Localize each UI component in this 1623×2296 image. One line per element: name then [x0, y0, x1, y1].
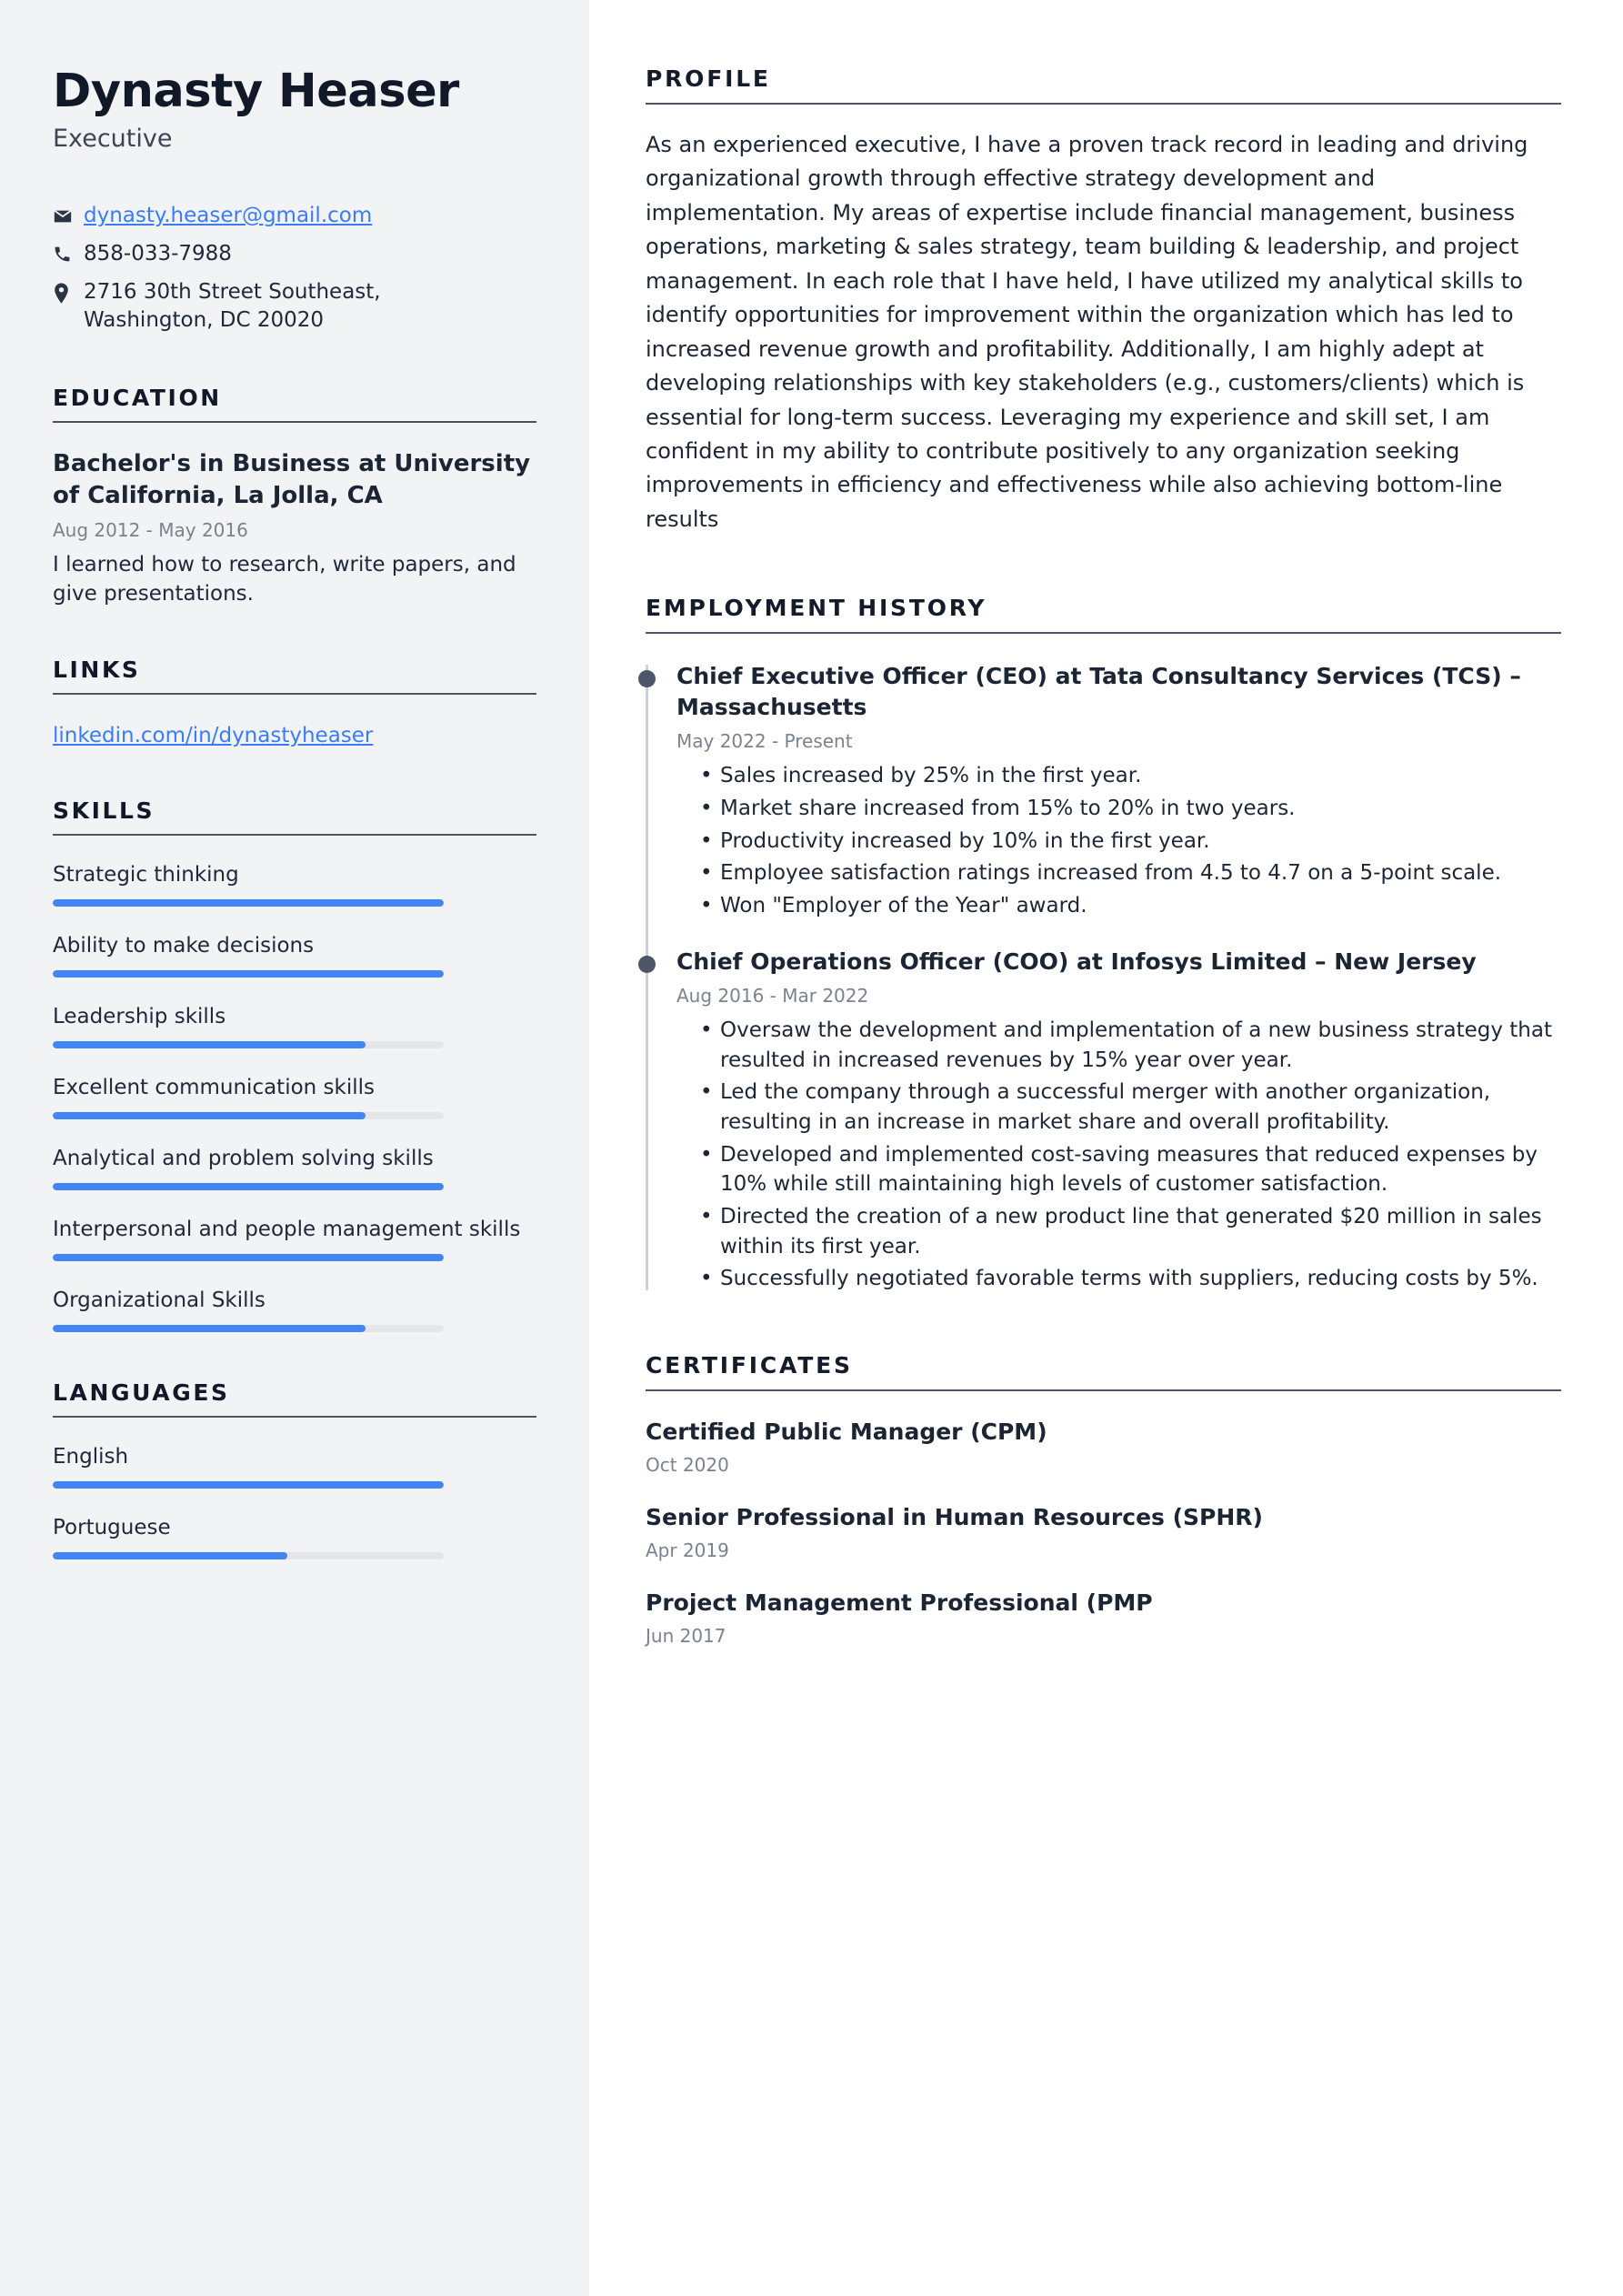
timeline-dot-icon — [638, 670, 656, 687]
bullet-item: • Directed the creation of a new product line that generated $20 million in sales within its first year. — [720, 1202, 1561, 1261]
sidebar — [0, 0, 589, 2296]
linkedin-link[interactable]: linkedin.com/in/dynastyheaser — [53, 723, 374, 747]
skill-label: Leadership skills — [53, 1004, 226, 1028]
profile-text: As an experienced executive, I have a proven track record in leading and driving organizational growth through effective strategy development and implementation. My areas of expertise include financial management, business operations, marketing & sales strategy, team building & leadership, and project management. In each role that I have held, I have utilized my analytical skills to identify opportunities for improvement within the organization which has led to increased revenue growth and profitability. Additionally, I am highly adept at developing relationships with key stakeholders (e.g., customers/clients) which is essential for long-term success. Leveraging my experience and skill set, I am confident in my ability to contribute positively to any organization seeking improvements in efficiency and effectiveness while also achieving bottom-line results — [646, 132, 1528, 532]
skill-label: Organizational Skills — [53, 1288, 265, 1312]
section-divider — [53, 693, 536, 695]
language-item — [53, 1443, 536, 1489]
email-link[interactable]: dynasty.heaser@gmail.com — [84, 204, 373, 228]
employment-item-title: Chief Executive Officer (CEO) at Tata Consultancy Services (TCS) – Massachusetts — [676, 663, 1521, 720]
language-level-fill — [53, 1481, 444, 1489]
certificate-date: Apr 2019 — [646, 1539, 729, 1561]
skill-level-fill — [53, 1112, 366, 1119]
skill-label: Interpersonal and people management skills — [53, 1217, 521, 1241]
employment-item-date: May 2022 - Present — [676, 730, 853, 753]
skill-level-track — [53, 1041, 444, 1048]
language-level-track — [53, 1552, 444, 1559]
skill-level-track — [53, 1325, 444, 1332]
skill-level-track — [53, 1112, 444, 1119]
skill-item — [53, 1145, 536, 1190]
profile-section — [646, 65, 1561, 536]
bullet-item: • Sales increased by 25% in the first year. — [720, 761, 1561, 791]
certificates-heading: CERTIFICATES — [646, 1351, 853, 1379]
skill-item — [53, 1003, 536, 1048]
bullet-item: • Employee satisfaction ratings increased from 4.5 to 4.7 on a 5-point scale. — [720, 858, 1561, 888]
bullet-item: • Successfully negotiated favorable terms with suppliers, reducing costs by 5%. — [720, 1264, 1561, 1294]
education-item-date: Aug 2012 - May 2016 — [53, 519, 248, 542]
skill-level-fill — [53, 1183, 444, 1190]
skill-label: Analytical and problem solving skills — [53, 1146, 434, 1170]
bullet-item: • Productivity increased by 10% in the first year. — [720, 827, 1561, 857]
address — [84, 278, 381, 335]
languages-heading: LANGUAGES — [53, 1379, 230, 1406]
phone-icon — [53, 240, 84, 264]
skill-label: Ability to make decisions — [53, 933, 315, 958]
links-section — [53, 657, 536, 750]
skill-level-track — [53, 899, 444, 907]
skill-item — [53, 1216, 536, 1261]
certificates-section — [646, 1352, 1561, 1648]
certificate-item — [646, 1417, 1561, 1477]
language-item — [53, 1514, 536, 1559]
employment-item-date: Aug 2016 - Mar 2022 — [676, 985, 869, 1008]
education-item-title: Bachelor's in Business at University of California, La Jolla, CA — [53, 450, 531, 509]
bullet-item: • Led the company through a successful merger with another organization, resulting in an increase in market share and overall profitability. — [720, 1078, 1561, 1137]
certificate-item — [646, 1588, 1561, 1648]
education-item — [53, 448, 536, 608]
links-heading: LINKS — [53, 656, 141, 683]
section-divider — [53, 421, 536, 423]
envelope-icon — [53, 202, 84, 226]
spacer — [676, 928, 1561, 947]
certificate-title: Senior Professional in Human Resources (SPHR) — [646, 1503, 1263, 1530]
employment-item-title: Chief Operations Officer (COO) at Infosys Limited – New Jersey — [676, 947, 1477, 975]
education-section — [53, 385, 536, 608]
section-divider — [53, 834, 536, 836]
phone-number: 858-033-7988 — [84, 242, 232, 266]
skill-level-fill — [53, 1325, 366, 1332]
employment-item-bullets — [676, 761, 1561, 920]
bullet-item: • Developed and implemented cost-saving measures that reduced expenses by 10% while still maintaining high levels of customer satisfaction. — [720, 1140, 1561, 1199]
bullet-item: • Won "Employer of the Year" award. — [720, 891, 1561, 921]
contact-row-phone — [53, 240, 536, 268]
employment-item — [676, 661, 1561, 920]
certificate-date: Oct 2020 — [646, 1453, 729, 1476]
language-level-track — [53, 1481, 444, 1489]
skill-level-fill — [53, 970, 444, 978]
map-pin-icon — [53, 278, 84, 304]
section-divider — [646, 103, 1561, 105]
certificate-title: Certified Public Manager (CPM) — [646, 1418, 1047, 1445]
skill-item — [53, 861, 536, 907]
skills-heading: SKILLS — [53, 797, 155, 824]
contact-row-email[interactable] — [53, 202, 536, 230]
bullet-item: • Oversaw the development and implementation of a new business strategy that resulted in increased revenues by 15% year over year. — [720, 1016, 1561, 1075]
main-content — [589, 0, 1623, 2296]
section-divider — [646, 1389, 1561, 1391]
bullet-item: • Market share increased from 15% to 20% in two years. — [720, 794, 1561, 824]
employment-history-heading: EMPLOYMENT HISTORY — [646, 595, 987, 622]
skill-level-fill — [53, 899, 444, 907]
link-item[interactable] — [53, 722, 536, 750]
skill-label: Excellent communication skills — [53, 1075, 376, 1099]
skill-item — [53, 1074, 536, 1119]
employment-history-section — [646, 595, 1561, 1294]
certificate-date: Jun 2017 — [646, 1624, 726, 1647]
skill-item — [53, 1287, 536, 1332]
skill-level-track — [53, 1254, 444, 1261]
skill-level-fill — [53, 1254, 444, 1261]
employment-item-bullets — [676, 1016, 1561, 1294]
skill-level-fill — [53, 1041, 366, 1048]
address-line-1: 2716 30th Street Southeast, — [84, 279, 381, 304]
employment-timeline — [646, 661, 1561, 1294]
languages-section — [53, 1379, 536, 1559]
contact-row-address — [53, 278, 536, 335]
language-level-fill — [53, 1552, 287, 1559]
timeline-dot-icon — [638, 956, 656, 973]
certificate-item — [646, 1502, 1561, 1562]
page-title: Dynasty Heaser — [53, 65, 459, 118]
language-label: Portuguese — [53, 1515, 171, 1539]
skill-label: Strategic thinking — [53, 862, 239, 887]
section-divider — [646, 632, 1561, 634]
job-role-subtitle: Executive — [53, 125, 173, 154]
education-heading: EDUCATION — [53, 385, 222, 412]
section-divider — [53, 1416, 536, 1418]
skill-item — [53, 932, 536, 978]
employment-item — [676, 947, 1561, 1294]
education-item-description: I learned how to research, write papers, and give presentations. — [53, 553, 516, 606]
contact-block — [53, 202, 536, 334]
skill-level-track — [53, 1183, 444, 1190]
skill-level-track — [53, 970, 444, 978]
address-line-2: Washington, DC 20020 — [84, 307, 325, 332]
language-label: English — [53, 1444, 129, 1469]
profile-heading: PROFILE — [646, 65, 771, 92]
certificate-title: Project Management Professional (PMP — [646, 1589, 1153, 1616]
skills-section — [53, 797, 536, 1332]
